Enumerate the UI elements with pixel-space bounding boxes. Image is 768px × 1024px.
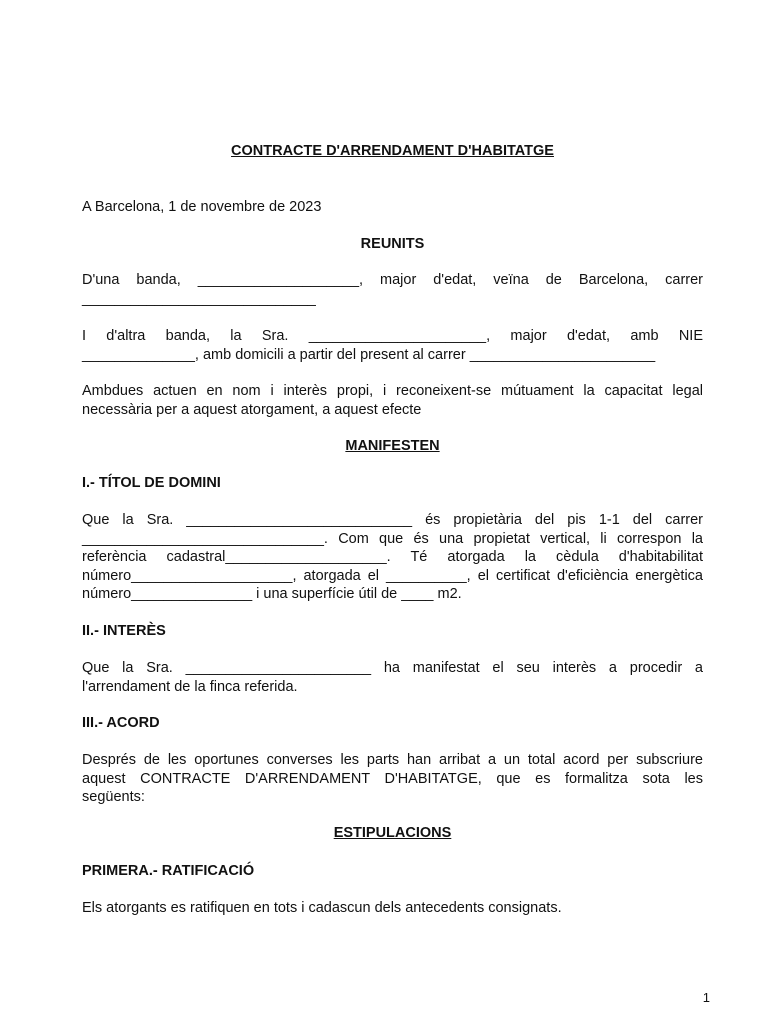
estipulacions-heading: ESTIPULACIONS [333, 825, 452, 841]
party1-paragraph [82, 271, 703, 308]
acord-paragraph [82, 751, 703, 807]
acord-line: aquest CONTRACTE D'ARRENDAMENT D'HABITATGE, que es formalitza sota les [82, 770, 703, 787]
party2-line: ______________, amb domicili a partir del present al carrer _______________________ [82, 346, 656, 363]
titol-heading: I.- TÍTOL DE DOMINI [82, 475, 221, 491]
ambdues-line: necessària per a aquest atorgament, a aquest efecte [82, 401, 422, 418]
document-title: CONTRACTE D'ARRENDAMENT D'HABITATGE [231, 143, 554, 159]
party1-line: D'una banda, ____________________, major d'edat, veïna de Barcelona, carrer [82, 272, 703, 288]
manifesten-heading: MANIFESTEN [345, 438, 440, 454]
titol-line: número____________________, atorgada el __________, el certificat d'eficiència energètica [82, 567, 703, 584]
titol-line: Que la Sra. ____________________________ és propietària del pis 1-1 del carrer [82, 512, 703, 528]
ambdues-line: Ambdues actuen en nom i interès propi, i reconeixent-se mútuament la capacitat legal [82, 383, 703, 399]
party2-line: I d'altra banda, la Sra. ______________________, major d'edat, amb NIE [82, 328, 703, 344]
titol-line: ______________________________. Com que és una propietat vertical, li correspon la [82, 530, 703, 547]
reunits-heading: REUNITS [360, 236, 425, 252]
party1-line: _____________________________ [82, 290, 316, 307]
interes-line: l'arrendament de la finca referida. [82, 678, 298, 695]
acord-heading: III.- ACORD [82, 715, 160, 731]
party2-paragraph [82, 327, 703, 364]
titol-paragraph [82, 511, 703, 604]
primera-text: Els atorgants es ratifiquen en tots i cadascun dels antecedents consignats. [82, 900, 562, 916]
ambdues-paragraph [82, 382, 703, 419]
titol-line: referència cadastral____________________. Té atorgada la cèdula d'habitabilitat [82, 549, 703, 565]
interes-heading: II.- INTERÈS [82, 623, 166, 639]
primera-heading: PRIMERA.- RATIFICACIÓ [82, 863, 255, 879]
acord-line: següents: [82, 789, 145, 805]
page-number: 1 [702, 990, 710, 1005]
interes-line: Que la Sra. _______________________ ha manifestat el seu interès a procedir a [82, 660, 703, 676]
place-date: A Barcelona, 1 de novembre de 2023 [82, 199, 322, 215]
acord-line: Després de les oportunes converses les parts han arribat a un total acord per subscriure [82, 752, 703, 768]
document-page [82, 0, 703, 1024]
titol-line: número_______________ i una superfície útil de ____ m2. [82, 586, 462, 602]
interes-paragraph [82, 659, 703, 696]
